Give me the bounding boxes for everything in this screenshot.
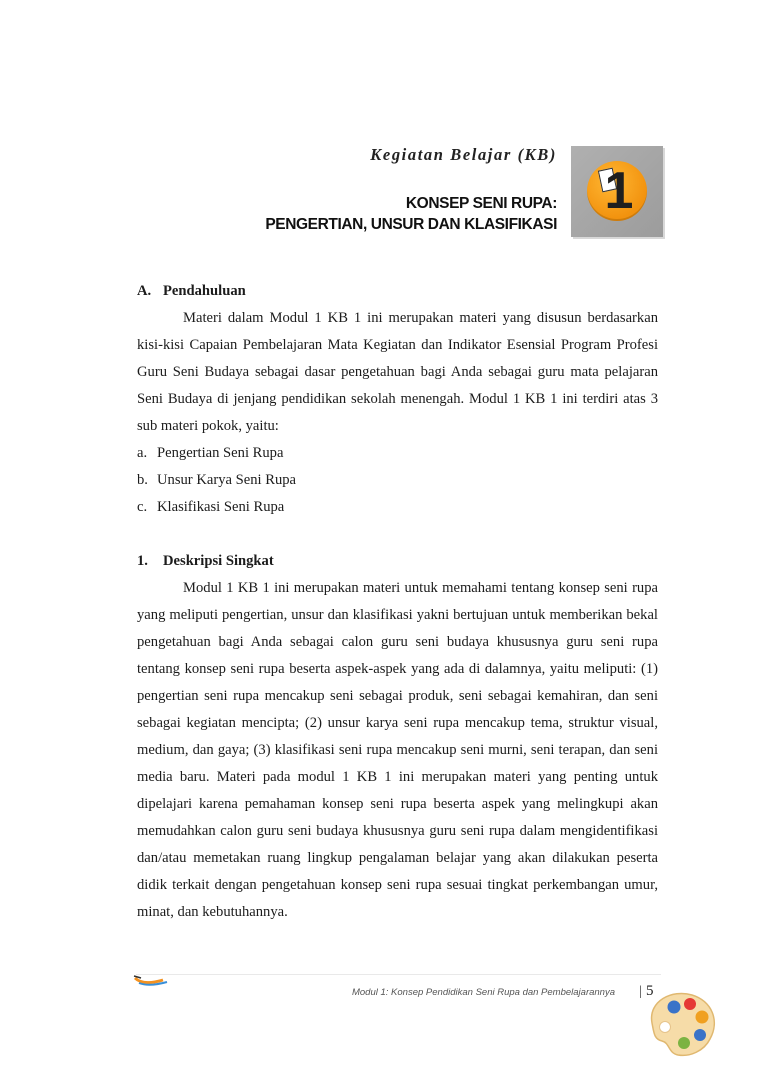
list-text: Unsur Karya Seni Rupa — [157, 472, 297, 488]
list-item — [137, 440, 658, 467]
footer-module-title: Modul 1: Konsep Pendidikan Seni Rupa dan Pembelajarannya — [351, 987, 615, 998]
page-number: 5 — [646, 983, 654, 999]
list-marker: b. — [137, 472, 148, 488]
section-1-heading — [137, 548, 658, 575]
kb-number-badge — [571, 146, 663, 237]
badge-number: 1 — [604, 162, 634, 220]
spacer — [137, 521, 658, 548]
section-1-paragraph: Modul 1 KB 1 ini merupakan materi untuk memahami tentang konsep seni rupa yang meliputi pengertian, unsur dan klasifikasi yakni bertujuan untuk memberikan bekal pengetahuan bagi Anda sebagai calon guru seni budaya khususnya guru seni rupa tentang konsep seni rupa beserta aspek-aspek yang ada di dalamnya, yaitu meliputi: (1) pengertian seni rupa mencakup seni sebagai produk, seni sebagai kemahiran, dan seni sebagai kegiatan mencipta; (2) unsur karya seni rupa mencakup tema, struktur visual, medium, dan gaya; (3) klasifikasi seni rupa mencakup seni murni, seni terapan, dan seni media baru. Materi pada modul 1 KB 1 ini merupakan materi yang penting untuk dipelajari karena pemahaman konsep seni rupa beserta aspek yang melingkupi akan memudahkan calon guru seni budaya khususnya guru seni rupa dalam mengidentifikasi dan/atau memetakan ruang lingkup pengalaman belajar yang akan dilakukan peserta didik terkait dengan pengetahuan konsep seni rupa sesuai tingkat perkembangan umur, minat, dan kebutuhannya. — [137, 580, 658, 920]
section-a-paragraph: Materi dalam Modul 1 KB 1 ini merupakan materi yang disusun berdasarkan kisi-kisi Capaian Pembelajaran Mata Kegiatan dan Indikator Esensial Program Profesi Guru Seni Budaya sebagai dasar pengetahuan bagi Anda sebagai guru mata pelajaran Seni Budaya di jenjang pendidikan sekolah menengah. Modul 1 KB 1 ini terdiri atas 3 sub materi pokok, yaitu: — [137, 310, 658, 434]
section-a-title: Pendahuluan — [163, 283, 246, 299]
section-1-title: Deskripsi Singkat — [163, 553, 274, 569]
kb-heading: Kegiatan Belajar (KB) — [370, 145, 557, 164]
paint-palette-icon — [638, 985, 720, 1061]
topic-title-line-2: PENGERTIAN, UNSUR DAN KLASIFIKASI — [265, 216, 557, 233]
page-separator: | — [639, 984, 642, 999]
section-1-label: 1. — [137, 553, 148, 569]
list-text: Pengertian Seni Rupa — [157, 445, 284, 461]
list-item — [137, 494, 658, 521]
topic-title — [130, 193, 557, 235]
section-a-label: A. — [137, 283, 152, 299]
main-content — [137, 278, 658, 926]
topic-title-line-1: KONSEP SENI RUPA: — [405, 195, 557, 212]
list-marker: c. — [137, 499, 148, 515]
list-item — [137, 467, 658, 494]
footer-divider — [136, 974, 661, 975]
section-a-heading — [137, 278, 658, 305]
list-marker: a. — [137, 445, 148, 461]
list-text: Klasifikasi Seni Rupa — [157, 499, 285, 515]
